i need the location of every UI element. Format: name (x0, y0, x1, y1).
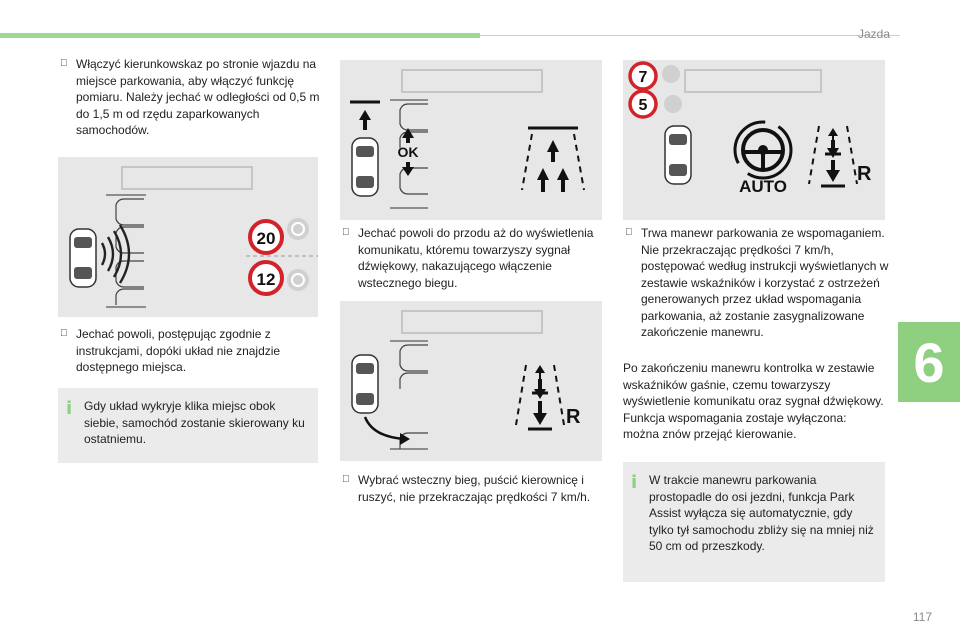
reverse-label: R (857, 163, 872, 185)
ok-label: OK (397, 144, 419, 160)
instruction-step-4: Wybrać wsteczny bieg, puścić kierownicę i ruszyć, nie przekraczając prędkości 7 km/h. (358, 473, 591, 504)
info-icon: i (631, 472, 638, 493)
instruction-step-3: Jechać powoli do przodu aż do wyświetlenia komunikatu, któremu towarzyszy sygnał dźwiękowy, nakazującego włączenie wstecznego biegu. (358, 226, 594, 290)
info-icon: i (66, 398, 73, 419)
bullet-icon (625, 227, 633, 238)
speed-sign-upper: 7 (638, 69, 648, 86)
bullet-icon (342, 474, 350, 485)
info-note-text: W trakcie manewru parkowania prostopadle do osi jezdni, funkcja Park Assist wyłącza się automatycznie, gdy tylko tył samochodu zbliży się na mniej niż 50 cm od przeszkody. (649, 473, 874, 553)
instruction-step-1: Włączyć kierunkowskaz po stronie wjazdu na miejsce parkowania, aby włączyć funkcję pomiaru. Należy jechać w odległości od 0,5 m do 1,5 m od rzędu zaparkowanych samochodów. (76, 57, 320, 137)
bullet-icon (60, 328, 68, 339)
info-note-1 (58, 388, 318, 463)
figure-reverse (340, 301, 602, 461)
header-accent-bar (0, 33, 480, 38)
bullet-icon (342, 227, 350, 238)
bullet-icon (60, 58, 68, 69)
speed-sign-lower: 12 (256, 270, 276, 289)
reverse-label: R (566, 406, 581, 428)
info-note-2 (623, 462, 885, 582)
figure-forward-ok (340, 60, 602, 220)
header-rule (480, 35, 900, 36)
figure-auto-steering (623, 60, 885, 220)
page-number: 117 (912, 610, 932, 624)
figure-parking-search (58, 157, 318, 317)
speed-sign-lower: 5 (638, 97, 648, 114)
instruction-step-5: Trwa manewr parkowania ze wspomaganiem. Nie przekraczając prędkości 7 km/h, postępować według instrukcji wyświetlanych w zestawie wskaźników i korzystać z ostrzeżeń generowanych przez układ wspomagania parkowania, aż zostanie zasygnalizowane zakończenie manewru. (641, 226, 889, 339)
speed-sign-upper: 20 (256, 229, 276, 248)
section-title: Jazda (857, 27, 890, 41)
instruction-step-2: Jechać powoli, postępując zgodnie z instrukcjami, dopóki układ nie znajdzie dostępnego miejsca. (76, 327, 281, 374)
completion-paragraph: Po zakończeniu manewru kontrolka w zestawie wskaźników gaśnie, czemu towarzyszy wyświetlenie komunikatu oraz sygnał dźwiękowy. Funkcja wspomagania zostaje wyłączona: można znów przejąć kierowanie. (623, 361, 884, 441)
chapter-tab: 6 (898, 322, 960, 402)
auto-label: AUTO (739, 177, 787, 196)
info-note-text: Gdy układ wykryje klika miejsc obok siebie, samochód zostanie skierowany ku ostatniemu. (84, 399, 305, 446)
